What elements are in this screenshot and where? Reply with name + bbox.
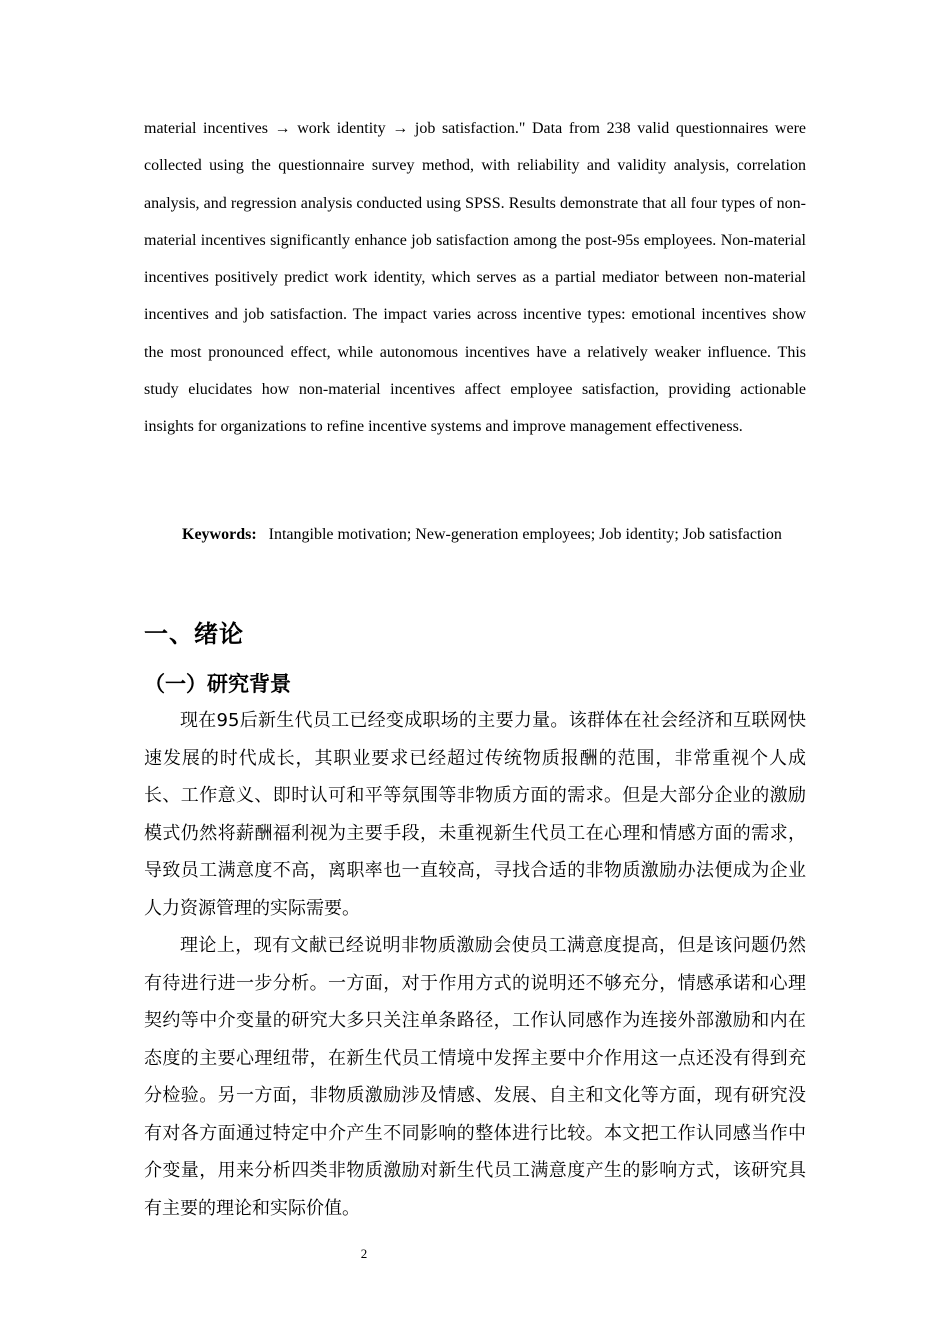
body-paragraph: 现在95后新生代员工已经变成职场的主要力量。该群体在社会经济和互联网快速发展的时代成长，其职业要求已经超过传统物质报酬的范围，非常重视个人成长、工作意义、即时认可和平等氛围等非物质方面的需求。但是大部分企业的激励模式仍然将薪酬福利视为主要手段，未重视新生代员工在心理和情感方面的需求，导致员工满意度不高，离职率也一直较高，寻找合适的非物质激励办法便成为企业人力资源管理的实际需要。 [144,710,806,919]
subsection-heading: （一）研究背景 [144,672,291,696]
section-heading: 一、绪论 [144,620,244,648]
keywords-label: Keywords: [182,526,257,543]
page-number: 2 [360,1246,368,1261]
english-abstract-paragraph: material incentives → work identity → job satisfaction." Data from 238 valid questionnaires were collected using the questionnaire survey method, with reliability and validity analysis, correlation analysis, and regression analysis conducted using SPSS. Results demonstrate that all four types of non-material incentives significantly enhance job satisfaction among the post-95s employees. Non-material incentives positively predict work identity, which serves as a partial mediator between non-material incentives and job satisfaction. The impact varies across incentive types: emotional incentives show the most pronounced effect, while autonomous incentives have a relatively weaker influence. This study elucidates how non-material incentives affect employee satisfaction, providing actionable insights for organizations to refine incentive systems and improve management effectiveness. [144,120,806,436]
keywords-spacer [261,526,269,543]
keywords-text: Intangible motivation; New-generation employees; Job identity; Job satisfaction [268,526,782,543]
body-paragraph: 理论上，现有文献已经说明非物质激励会使员工满意度提高，但是该问题仍然有待进行进一步分析。一方面，对于作用方式的说明还不够充分，情感承诺和心理契约等中介变量的研究大多只关注单条路径，工作认同感作为连接外部激励和内在态度的主要心理纽带，在新生代员工情境中发挥主要中介作用这一点还没有得到充分检验。另一方面，非物质激励涉及情感、发展、自主和文化等方面，现有研究没有对各方面通过特定中介产生不同影响的整体进行比较。本文把工作认同感当作中介变量，用来分析四类非物质激励对新生代员工满意度产生的影响方式，该研究具有主要的理论和实际价值。 [144,935,806,1219]
keywords-line [182,522,822,548]
